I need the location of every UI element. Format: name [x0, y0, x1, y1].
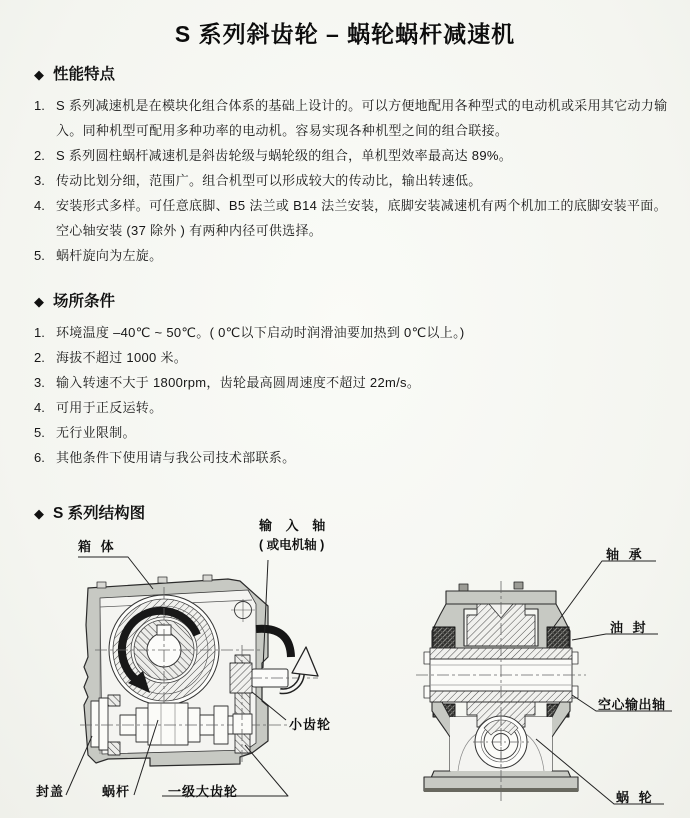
- label-text: 封盖: [36, 784, 65, 799]
- label-input-shaft: [259, 515, 330, 553]
- label-bearing: [606, 544, 645, 563]
- item-text: 海拔不超过 1000 米。: [56, 350, 188, 365]
- list-item: [34, 168, 670, 193]
- page-title: S 系列斜齿轮 – 蜗轮蜗杆减速机: [174, 21, 516, 47]
- item-number: 5.: [34, 425, 45, 440]
- label-text: 小齿轮: [289, 717, 332, 732]
- item-number: 2.: [34, 350, 45, 365]
- content-area: [0, 62, 690, 523]
- item-number: 4.: [34, 400, 45, 415]
- label-worm: [102, 781, 130, 800]
- label-text: 箱 体: [78, 539, 117, 554]
- item-text: 安装形式多样。可任意底脚、B5 法兰或 B14 法兰安装，底脚安装减速机有两个机加工的底脚安装平面。空心轴安装 (37 除外 ) 有两种内径可供选择。: [56, 198, 667, 238]
- section-heading-label: 性能特点: [53, 66, 116, 83]
- section-heading-conditions: [34, 289, 670, 311]
- label-housing: [78, 536, 117, 555]
- item-number: 3.: [34, 375, 45, 390]
- list-item: [34, 93, 670, 143]
- label-text: 输 入 轴: [259, 518, 331, 533]
- item-number: 2.: [34, 148, 45, 163]
- list-item: [34, 420, 670, 445]
- item-number: 3.: [34, 173, 45, 188]
- left-view-gearbox-side-section: [66, 557, 318, 796]
- list-item: [34, 320, 670, 345]
- label-text: 蜗杆: [102, 784, 131, 799]
- item-text: 蜗杆旋向为左旋。: [56, 248, 163, 263]
- item-text: 可用于正反运转。: [56, 400, 163, 415]
- conditions-list: [34, 320, 670, 470]
- item-text: S 系列圆柱蜗杆减速机是斜齿轮级与蜗轮级的组合，单机型效率最高达 89%。: [56, 148, 513, 163]
- label-hollow-output-shaft: [598, 694, 666, 713]
- label-subtext: ( 或电机轴 ): [259, 538, 325, 552]
- item-text: 输入转速不大于 1800rpm，齿轮最高圆周速度不超过 22m/s。: [56, 375, 421, 390]
- label-text: 轴 承: [606, 547, 645, 562]
- list-item: [34, 193, 670, 243]
- list-item: [34, 143, 670, 168]
- list-item: [34, 243, 670, 268]
- right-view-output-section: [416, 561, 672, 804]
- label-oil-seal: [610, 617, 649, 636]
- structure-diagrams: [0, 505, 690, 818]
- label-text: 蜗 轮: [616, 790, 655, 805]
- list-item: [34, 370, 670, 395]
- list-item: [34, 345, 670, 370]
- item-number: 4.: [34, 198, 45, 213]
- label-pinion: [289, 714, 331, 733]
- item-number: 1.: [34, 325, 45, 340]
- section-heading-performance: [34, 62, 670, 84]
- bearing-block-left: [433, 627, 455, 648]
- label-text: 一级大齿轮: [168, 784, 239, 799]
- diamond-bullet-icon: ◆: [34, 66, 44, 82]
- bearing-block-right: [547, 627, 569, 648]
- item-text: 传动比划分细，范围广。组合机型可以形成较大的传动比，输出转速低。: [56, 173, 482, 188]
- section-heading-label: S 系列结构图: [53, 505, 146, 522]
- label-text: 油 封: [610, 620, 649, 635]
- item-text: 环境温度 –40℃ ~ 50℃。( 0℃以下启动时润滑油要加热到 0℃以上。): [56, 325, 465, 340]
- item-text: 无行业限制。: [56, 425, 136, 440]
- item-number: 1.: [34, 98, 45, 113]
- label-first-stage-gear: [168, 781, 238, 800]
- diamond-bullet-icon: ◆: [34, 505, 44, 521]
- section-heading-label: 场所条件: [53, 293, 116, 310]
- label-worm-wheel: [616, 787, 655, 806]
- item-text: 其他条件下使用请与我公司技术部联系。: [56, 450, 296, 465]
- item-text: S 系列减速机是在模块化组合体系的基础上设计的。可以方便地配用各种型式的电动机或采用其它动力输入。同种机型可配用多种功率的电动机。容易实现各种机型之间的组合联接。: [56, 98, 668, 138]
- list-item: [34, 445, 670, 470]
- item-number: 5.: [34, 248, 45, 263]
- list-item: [34, 395, 670, 420]
- item-number: 6.: [34, 450, 45, 465]
- diamond-bullet-icon: ◆: [34, 293, 44, 309]
- label-text: 空心输出轴: [598, 697, 666, 712]
- label-end-cover: [36, 781, 64, 800]
- performance-list: [34, 93, 670, 268]
